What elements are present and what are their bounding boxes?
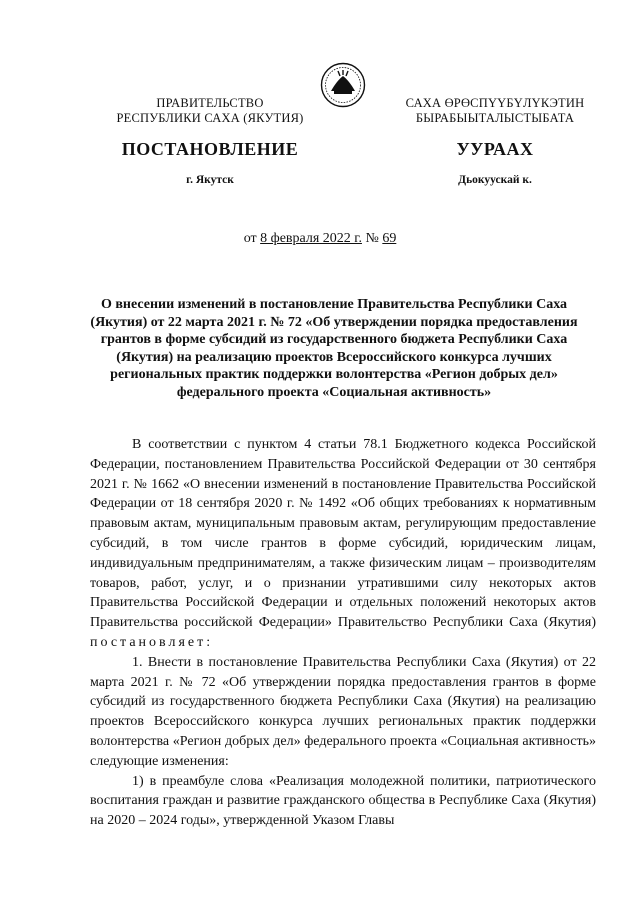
preamble-text: В соответствии с пунктом 4 статьи 78.1 Бюджетного кодекса Российской Федерации, постановлением Правительства Российской Федерации от 30 сентября 2021 г. № 1662 «О внесении изменений в постановление Правительства Российской Федерации от 18 сентября 2020 г. № 1492 «Об общих требованиях к нормативным правовым актам, муниципальным правовым актам, регулирующим предоставление субсидий, в том числе грантов в форме субсидий, юридическим лицам, индивидуальным предпринимателям, а также физическим лицам – производителям товаров, работ, услуг, и о признании утратившими силу некоторых актов Правительства Российской Федерации и отдельных положений некоторых актов Правительства российской Федерации» Правительство Республики Саха (Якутия) <box>90 437 596 631</box>
issuer-ru-line1: ПРАВИТЕЛЬСТВО <box>156 96 264 110</box>
doc-body <box>90 435 596 831</box>
city-ru: г. Якутск <box>186 174 234 186</box>
issuer-ru-line2: РЕСПУБЛИКИ САХА (ЯКУТИЯ) <box>116 111 304 125</box>
paragraph-subitem-1: 1) в преамбуле слова «Реализация молодежной политики, патриотического воспитания граждан и развитие гражданского общества в Республике Саха (Якутия) на 2020 – 2024 годы», утвержденной Указом Главы <box>90 773 596 829</box>
issuer-sah <box>380 96 610 126</box>
doc-subject: О внесении изменений в постановление Правительства Республики Саха (Якутия) от 22 марта 2021 г. № 72 «Об утверждении порядка предоставления грантов в форме субсидий из государственного бюджета Республики Саха (Якутия) на реализацию проектов Всероссийского конкурса лучших региональных практик поддержки волонтерства «Регион добрых дел» федерального проекта «Социальная активность» <box>90 297 578 400</box>
issuer-sah-line1: САХА ӨРӨСПҮҮБҮЛҮКЭТИН <box>405 96 585 110</box>
doc-date: 8 февраля 2022 г. <box>260 231 362 246</box>
paragraph-item-1: 1. Внести в постановление Правительства Республики Саха (Якутия) от 22 марта 2021 г. № 72 «Об утверждении порядка предоставления грантов в форме субсидий из государственного бюджета Республики Саха (Якутия) на реализацию проектов Всероссийского конкурса лучших региональных практик поддержки волонтерства «Регион добрых дел» федерального проекта «Социальная активность» следующие изменения: <box>90 654 596 769</box>
issuer-ru <box>100 96 320 126</box>
date-number-line <box>0 231 640 247</box>
paragraph-preamble <box>90 435 596 653</box>
coat-of-arms-icon <box>320 62 366 108</box>
number-sign: № <box>365 231 379 246</box>
city-sah: Дьокуускай к. <box>458 174 532 186</box>
decree-word: постановляет: <box>90 634 214 650</box>
doc-number: 69 <box>382 231 397 246</box>
doc-type-ru: ПОСТАНОВЛЕНИЕ <box>121 139 299 159</box>
issuer-sah-line2: БЫРАБЫЫТАЛЫСТЫБАТА <box>415 111 575 125</box>
date-prefix: от <box>243 231 257 246</box>
doc-type-sah: УУРААХ <box>456 139 534 159</box>
